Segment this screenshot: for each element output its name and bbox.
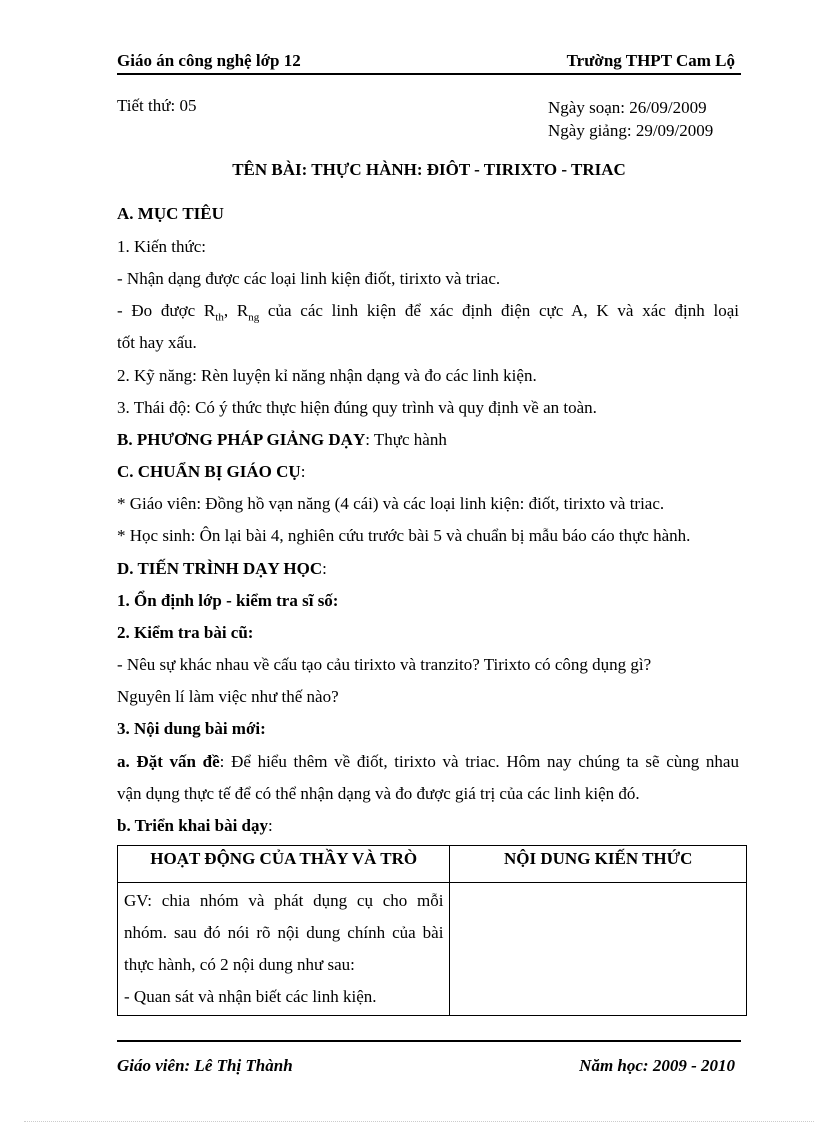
section-a-heading: A. MỤC TIÊU: [117, 204, 224, 223]
lesson-table: [117, 845, 747, 1016]
section-b: B. PHƯƠNG PHÁP GIẢNG DẠY: Thực hành: [117, 430, 447, 449]
header-subject: Giáo án công nghệ lớp 12: [117, 51, 301, 70]
table-header-row: [118, 846, 747, 883]
page-edge-divider: [24, 1121, 814, 1122]
section-c-heading: C. CHUẨN BỊ GIÁO CỤ: [117, 462, 301, 481]
lesson-dates: [548, 96, 713, 142]
section-b-heading: B. PHƯƠNG PHÁP GIẢNG DẠY: [117, 430, 366, 449]
date-taught: Ngày giảng: 29/09/2009: [548, 121, 714, 140]
column-header-content: NỘI DUNG KIẾN THỨC: [450, 846, 747, 883]
student-prep: * Học sinh: Ôn lại bài 4, nghiên cứu trước bài 5 và chuẩn bị mẫu báo cáo thực hành.: [117, 526, 691, 545]
section-d: D. TIẾN TRÌNH DẠY HỌC:: [117, 559, 327, 578]
header-school: Trường THPT Cam Lộ: [566, 51, 735, 70]
activity-cell: GV: chia nhóm và phát dụng cụ cho mỗi nhóm. sau đó nói rõ nội dung chính của bài thực hành, có 2 nội dung như sau: - Quan sát và nhận biết các linh kiện.: [118, 883, 450, 1016]
section-d-heading: D. TIẾN TRÌNH DẠY HỌC: [117, 559, 323, 578]
section-c: C. CHUẨN BỊ GIÁO CỤ:: [117, 462, 306, 481]
skill-line: 2. Kỹ năng: Rèn luyện kỉ năng nhận dạng và đo các linh kiện.: [117, 366, 537, 385]
lesson-period: Tiết thứ: 05: [117, 96, 197, 115]
attitude-line: 3. Thái độ: Có ý thức thực hiện đúng quy trình và quy định về an toàn.: [117, 398, 597, 417]
page-footer: [117, 1040, 741, 1075]
review-question-2: Nguyên lí làm việc như thế nào?: [117, 687, 339, 706]
lesson-deployment: b. Triển khai bài dạy:: [117, 816, 273, 835]
lesson-title: TÊN BÀI: THỰC HÀNH: ĐIÔT - TIRIXTO - TRIAC: [232, 160, 626, 179]
page-header: [117, 49, 741, 75]
knowledge-item-1: - Nhận dạng được các loại linh kiện điốt, tirixto và triac.: [117, 269, 501, 288]
knowledge-item-2-cont: tốt hay xấu.: [117, 333, 197, 352]
step-2: 2. Kiểm tra bài cũ:: [117, 623, 254, 642]
problem-statement-cont: vận dụng thực tế để có thể nhận dạng và đo được giá trị của các linh kiện đó.: [117, 784, 640, 803]
review-question-1: - Nêu sự khác nhau về cấu tạo cảu tirixto và tranzito? Tirixto có công dụng gì?: [117, 655, 652, 674]
knowledge-heading: 1. Kiến thức:: [117, 237, 207, 256]
step-1: 1. Ổn định lớp - kiểm tra sĩ số:: [117, 591, 339, 610]
knowledge-item-2: - Đo được $R_{th}$, $R_{ng}$ của các linh kiện để xác định điện cực A, K và xác định loại: [117, 301, 740, 324]
date-prepared: Ngày soạn: 26/09/2009: [548, 98, 707, 117]
footer-school-year: Năm học: 2009 - 2010: [579, 1056, 735, 1075]
teacher-prep: * Giáo viên: Đồng hồ vạn năng (4 cái) và các loại linh kiện: điốt, tirixto và triac.: [117, 494, 665, 513]
step-3: 3. Nội dung bài mới:: [117, 719, 266, 738]
problem-statement: a. Đặt vấn đề: Để hiểu thêm về điốt, tirixto và triac. Hôm nay chúng ta sẽ cùng nhau: [117, 752, 739, 771]
footer-teacher: Giáo viên: Lê Thị Thành: [117, 1056, 293, 1075]
column-header-activities: HOẠT ĐỘNG CỦA THẦY VÀ TRÒ: [118, 846, 450, 883]
content-cell: [450, 883, 747, 1016]
table-row: [118, 883, 747, 1016]
